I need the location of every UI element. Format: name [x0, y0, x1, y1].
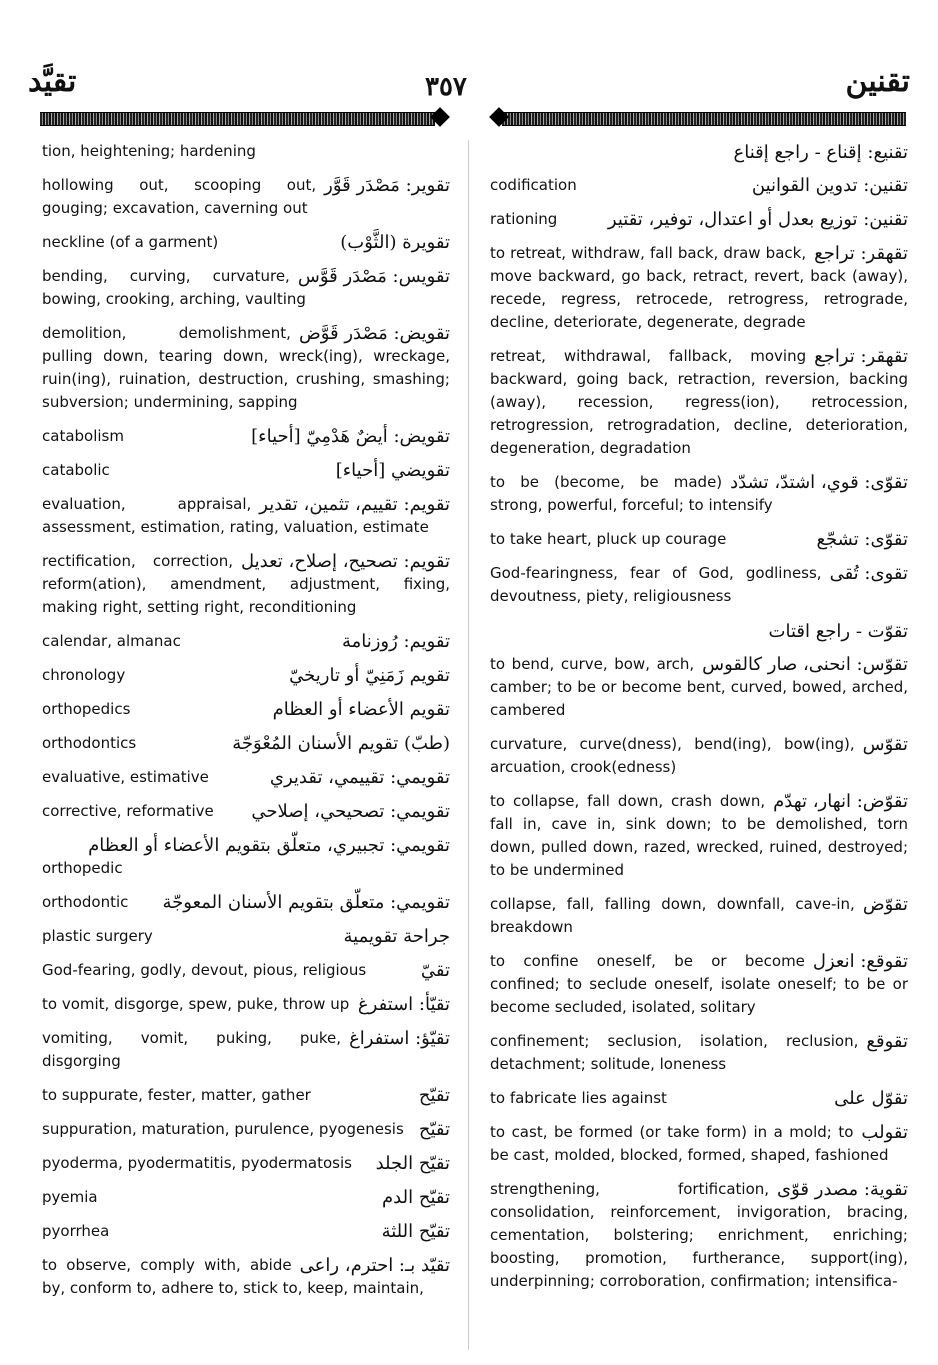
- dictionary-entry: [42, 1118, 450, 1141]
- english-definition: to fabricate lies against: [490, 1089, 667, 1107]
- arabic-headword: تقيّ: [420, 960, 450, 981]
- arabic-headword: تقويمي: متعلّق بتقويم الأسنان المعوجّة: [162, 892, 450, 913]
- dictionary-entry: [490, 242, 908, 334]
- dictionary-entry: [490, 893, 908, 939]
- arabic-headword: تقويمي: تجبيري، متعلّق بتقويم الأعضاء أو العظام: [88, 835, 450, 856]
- arabic-headword: تقويم: تصحيح، إصلاح، تعديل: [241, 551, 450, 572]
- english-definition: vomiting, vomit, puking, puke, disgorging: [42, 1029, 342, 1070]
- arabic-headword: تقيّح الجلد: [375, 1153, 450, 1174]
- dictionary-entry: [490, 174, 908, 197]
- dictionary-entry: [42, 664, 450, 687]
- dictionary-entry: [42, 1084, 450, 1107]
- arabic-headword: تقويم الأعضاء أو العظام: [272, 699, 450, 720]
- english-definition: evaluation, appraisal, assessment, estimation, rating, valuation, estimate: [42, 495, 429, 536]
- arabic-headword: تقوّى: قوي، اشتدّ، تشدّد: [730, 472, 908, 493]
- dictionary-entry: [42, 1254, 450, 1300]
- dictionary-entry: [490, 562, 908, 608]
- arabic-headword: تقيّح اللثة: [381, 1221, 450, 1242]
- arabic-headword: تقيّد بـ: احترم، راعى: [299, 1255, 450, 1276]
- header-rule-left: [40, 112, 435, 126]
- dictionary-entry: [490, 1030, 908, 1076]
- left-column: [42, 140, 450, 1311]
- arabic-headword: تقيّح: [418, 1119, 450, 1140]
- arabic-headword: تقوّل على: [834, 1088, 908, 1109]
- arabic-headword: تقوى: تُقى: [829, 563, 908, 584]
- english-definition: retreat, withdrawal, fallback, moving backward, going back, retraction, reversion, backing (away), recession, regress(ion), retrocession, retrogression, retrogradation, decline, deterioration, degeneration, degradation: [490, 347, 908, 457]
- dictionary-entry: [42, 231, 450, 254]
- dictionary-entry: [42, 425, 450, 448]
- dictionary-entry: [42, 140, 450, 163]
- english-definition: suppuration, maturation, purulence, pyogenesis: [42, 1120, 404, 1138]
- english-definition: evaluative, estimative: [42, 768, 209, 786]
- english-definition: curvature, curve(dness), bend(ing), bow(ing), arcuation, crook(edness): [490, 735, 855, 776]
- arabic-headword: تقولب: [861, 1122, 908, 1143]
- english-definition: codification: [490, 176, 577, 194]
- english-definition: to confine oneself, be or become confined; to seclude oneself, isolate oneself; to be or become secluded, isolated, solitary: [490, 952, 908, 1016]
- header-rule-right: [502, 112, 906, 126]
- arabic-headword: تقوقع: انعزل: [812, 951, 908, 972]
- arabic-headword: تقوّس: [862, 734, 908, 755]
- arabic-headword: تقويمي: تقييمي، تقديري: [269, 767, 450, 788]
- dictionary-entry: [490, 1121, 908, 1167]
- dictionary-entry: [490, 653, 908, 722]
- dictionary-entry: [42, 493, 450, 539]
- arabic-headword: تقويم: رُوزنامة: [341, 631, 450, 652]
- arabic-headword: تقوّى: تشجّع: [816, 529, 908, 550]
- page-number: ٣٥٧: [425, 72, 467, 102]
- dictionary-entry: [42, 1152, 450, 1175]
- dictionary-entry: [42, 1220, 450, 1243]
- english-definition: neckline (of a garment): [42, 233, 219, 251]
- english-definition: to bend, curve, bow, arch, camber; to be or become bent, curved, bowed, arched, cambered: [490, 655, 908, 719]
- dictionary-entry: [42, 959, 450, 982]
- dictionary-entry: [490, 790, 908, 882]
- arabic-headword: تقوّض: [862, 894, 908, 915]
- dictionary-entry: [42, 1186, 450, 1209]
- dictionary-entry: [490, 208, 908, 231]
- english-definition: plastic surgery: [42, 927, 153, 945]
- arabic-headword: تقنين: توزيع بعدل أو اعتدال، توفير، تقتير: [607, 209, 908, 230]
- arabic-headword: تقوّض: انهار، تهدّم: [773, 791, 908, 812]
- dictionary-entry: [490, 1087, 908, 1110]
- dictionary-entry: [490, 950, 908, 1019]
- arabic-headword: تقنين: تدوين القوانين: [751, 175, 908, 196]
- english-definition: pyoderma, pyodermatitis, pyodermatosis: [42, 1154, 352, 1172]
- dictionary-entry: [42, 993, 450, 1016]
- english-definition: hollowing out, scooping out, gouging; excavation, caverning out: [42, 176, 317, 217]
- arabic-headword: تقوير: مَصْدَر قَوَّر: [324, 175, 450, 196]
- guide-word-left: تقيَّد: [28, 64, 77, 99]
- english-definition: orthodontic: [42, 893, 129, 911]
- english-definition: pyorrhea: [42, 1222, 110, 1240]
- english-definition: rationing: [490, 210, 558, 228]
- arabic-headword: جراحة تقويمية: [343, 926, 450, 947]
- english-definition: to be (become, be made) strong, powerful, forceful; to intensify: [490, 473, 773, 514]
- arabic-headword: تقيّح الدم: [382, 1187, 450, 1208]
- right-column: [490, 140, 908, 1304]
- english-definition: catabolism: [42, 427, 124, 445]
- arabic-headword: تقيّؤ: استفراغ: [349, 1028, 450, 1049]
- english-definition: to cast, be formed (or take form) in a mold; to be cast, molded, blocked, formed, shaped, fashioned: [490, 1123, 889, 1164]
- english-definition: to observe, comply with, abide by, conform to, adhere to, stick to, keep, maintain,: [42, 1256, 424, 1297]
- dictionary-entry: [42, 698, 450, 721]
- dictionary-entry: [490, 733, 908, 779]
- arabic-headword: تقوية: مصدر قوّى: [777, 1179, 908, 1200]
- arabic-headword: تقويضي [أحياء]: [335, 460, 450, 481]
- english-definition: pyemia: [42, 1188, 98, 1206]
- arabic-headword: تقويم: تقييم، تثمين، تقدير: [259, 494, 450, 515]
- english-definition: orthopedics: [42, 700, 131, 718]
- english-definition: orthodontics: [42, 734, 137, 752]
- arabic-headword: تقيّأ: استفرغ: [357, 994, 450, 1015]
- arabic-headword: تقيّح: [418, 1085, 450, 1106]
- cross-reference-line: تقوّت - راجع اقتات: [768, 621, 908, 642]
- dictionary-entry: [42, 891, 450, 914]
- english-definition: to collapse, fall down, crash down, fall in, cave in, sink down; to be demolished, torn down, pulled down, razed, wrecked, ruined, destroyed; to be undermined: [490, 792, 908, 879]
- dictionary-entry: [490, 528, 908, 551]
- english-definition: calendar, almanac: [42, 632, 181, 650]
- english-definition: chronology: [42, 666, 126, 684]
- arabic-headword: تقهقر: تراجع: [814, 346, 908, 367]
- english-definition: confinement; seclusion, isolation, reclusion, detachment; solitude, loneness: [490, 1032, 859, 1073]
- arabic-headword: تقويمي: تصحيحي، إصلاحي: [251, 801, 450, 822]
- cross-reference-line: تقنيع: إقناع - راجع إقناع: [733, 142, 908, 163]
- dictionary-entry: [42, 834, 450, 880]
- dictionary-entry: [42, 925, 450, 948]
- dictionary-entry: [42, 1027, 450, 1073]
- english-definition: catabolic: [42, 461, 110, 479]
- english-definition: demolition, demolishment, pulling down, tearing down, wreck(ing), wreckage, ruin(ing), ruination, destruction, crushing, smashing; subversion; undermining, sapping: [42, 324, 450, 411]
- arabic-headword: تقويم زَمَنِيّ أو تاريخيّ: [289, 665, 450, 686]
- arabic-headword: تقويس: مَصْدَر قَوَّس: [297, 266, 450, 287]
- dictionary-entry: [490, 1178, 908, 1293]
- english-definition: to suppurate, fester, matter, gather: [42, 1086, 311, 1104]
- dictionary-entry: [42, 550, 450, 619]
- dictionary-entry: [42, 265, 450, 311]
- dictionary-entry: [42, 174, 450, 220]
- dictionary-entry: [42, 732, 450, 755]
- arabic-headword: تقويرة (الثَّوْب): [340, 232, 450, 253]
- english-definition: bending, curving, curvature, bowing, crooking, arching, vaulting: [42, 267, 306, 308]
- arabic-headword: تقوّس: انحنى، صار كالقوس: [702, 654, 908, 675]
- english-definition: to vomit, disgorge, spew, puke, throw up: [42, 995, 350, 1013]
- arabic-headword: تقهقر: تراجع: [814, 243, 908, 264]
- guide-word-right: تقنين: [845, 64, 910, 99]
- english-definition: God-fearing, godly, devout, pious, religious: [42, 961, 367, 979]
- dictionary-entry: [42, 630, 450, 653]
- english-definition: strengthening, fortification, consolidation, reinforcement, invigoration, bracing, cementation, bolstering; enrichment, enriching; boosting, promotion, furtherance, support(ing), underpinning; corroboration, confirmation; intensifica-: [490, 1180, 908, 1290]
- column-divider: [468, 140, 469, 1350]
- english-definition: to retreat, withdraw, fall back, draw back, move backward, go back, retract, revert, back (away), recede, regress, retrocede, retrogress, retrograde, decline, deteriorate, degenerate, degrade: [490, 244, 908, 331]
- dictionary-entry: [42, 800, 450, 823]
- english-definition: God-fearingness, fear of God, godliness, devoutness, piety, religiousness: [490, 564, 822, 605]
- dictionary-entry: [42, 766, 450, 789]
- arabic-headword: تقويض: أيضٌ هَدْمِيّ [أحياء]: [251, 426, 450, 447]
- english-definition: corrective, reformative: [42, 802, 214, 820]
- arabic-headword: تقوقع: [866, 1031, 908, 1052]
- arabic-headword: (طبّ) تقويم الأسنان المُعْوَجّة: [232, 733, 450, 754]
- arabic-headword: تقويض: مَصْدَر قَوَّض: [298, 323, 450, 344]
- dictionary-entry: [42, 459, 450, 482]
- english-definition: to take heart, pluck up courage: [490, 530, 727, 548]
- dictionary-entry: [42, 322, 450, 414]
- english-definition: rectification, correction, reform(ation), amendment, adjustment, fixing, making right, setting right, reconditioning: [42, 552, 450, 616]
- english-definition: collapse, fall, falling down, downfall, cave-in, breakdown: [490, 895, 855, 936]
- english-definition: orthopedic: [42, 859, 123, 877]
- dictionary-entry: [490, 345, 908, 460]
- dictionary-entry: [490, 471, 908, 517]
- english-definition: tion, heightening; hardening: [42, 142, 256, 160]
